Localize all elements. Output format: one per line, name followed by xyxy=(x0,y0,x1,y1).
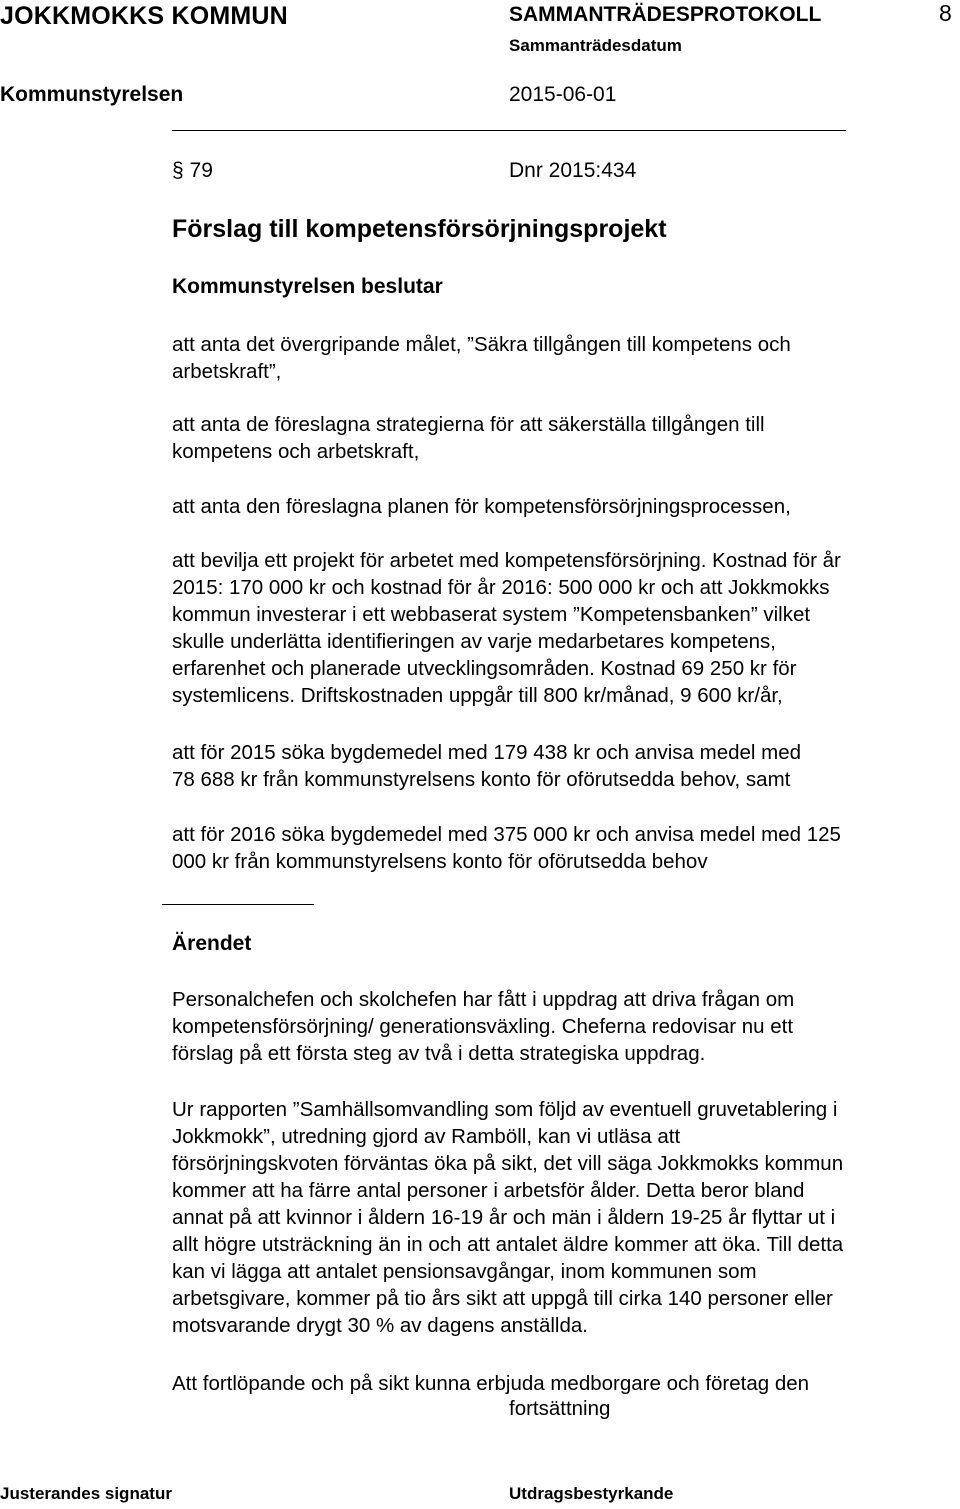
text-line: 000 kr från kommunstyrelsens konto för oförutsedda behov xyxy=(172,850,708,873)
meeting-date: 2015-06-01 xyxy=(509,83,617,106)
case-paragraph xyxy=(172,1370,932,1397)
text-line: Att fortlöpande och på sikt kunna erbjuda medborgare och företag den xyxy=(172,1372,810,1395)
text-line: kommer att ha färre antal personer i arbetsför ålder. Detta beror bland xyxy=(172,1179,805,1202)
text-line: förslag på ett första steg av två i detta strategiska uppdrag. xyxy=(172,1042,706,1065)
text-line: försörjningskvoten förväntas öka på sikt, det vill säga Jokkmokks kommun xyxy=(172,1152,844,1175)
decision-paragraph xyxy=(172,493,932,520)
text-line: arbetskraft”, xyxy=(172,360,282,383)
text-line: att för 2015 söka bygdemedel med 179 438 kr och anvisa medel med xyxy=(172,741,802,764)
text-line: systemlicens. Driftskostnaden uppgår till 800 kr/månad, 9 600 kr/år, xyxy=(172,684,783,707)
text-line: att bevilja ett projekt för arbetet med kompetensförsörjning. Kostnad för år xyxy=(172,549,841,572)
text-line: annat på att kvinnor i åldern 16-19 år och män i åldern 19-25 år flyttar ut i xyxy=(172,1206,836,1229)
text-line: kompetensförsörjning/ generationsväxling. Cheferna redovisar nu ett xyxy=(172,1015,794,1038)
text-line: skulle underlätta identifieringen av varje medarbetares kompetens, xyxy=(172,630,776,653)
text-line: Personalchefen och skolchefen har fått i uppdrag att driva frågan om xyxy=(172,988,795,1011)
paragraph-number-value: 79 xyxy=(189,159,213,182)
text-line: att anta det övergripande målet, ”Säkra tillgången till kompetens och xyxy=(172,333,791,356)
text-line: kommun investerar i ett webbaserat system ”Kompetensbanken” vilket xyxy=(172,603,811,626)
signature-label: Justerandes signatur xyxy=(0,1484,172,1503)
text-line: arbetsgivare, kommer på tio års sikt att uppgå till cirka 140 personer eller xyxy=(172,1287,833,1310)
meeting-date-label: Sammanträdesdatum xyxy=(509,36,682,55)
certification-label: Utdragsbestyrkande xyxy=(509,1484,674,1503)
section-divider xyxy=(162,904,314,905)
decision-paragraph xyxy=(172,739,932,793)
paragraph-number xyxy=(172,159,213,183)
decision-paragraph xyxy=(172,331,932,385)
header-divider xyxy=(172,130,846,131)
dnr-reference: Dnr 2015:434 xyxy=(509,159,637,182)
governing-body: Kommunstyrelsen xyxy=(0,83,184,106)
text-line: 78 688 kr från kommunstyrelsens konto för oförutsedda behov, samt xyxy=(172,768,791,791)
section-sign: § xyxy=(172,159,184,182)
text-line: Ur rapporten ”Samhällsomvandling som följd av eventuell gruvetablering i xyxy=(172,1098,838,1121)
text-line: att anta de föreslagna strategierna för att säkerställa tillgången till xyxy=(172,413,765,436)
text-line: allt högre utsträckning än in och att antalet äldre kommer att öka. Till detta xyxy=(172,1233,844,1256)
text-line: erfarenhet och planerade utvecklingsområden. Kostnad 69 250 kr för xyxy=(172,657,797,680)
decision-paragraph xyxy=(172,411,932,465)
case-paragraph xyxy=(172,1096,932,1339)
decision-heading: Kommunstyrelsen beslutar xyxy=(172,275,443,298)
text-line: 2015: 170 000 kr och kostnad för år 2016: 500 000 kr och att Jokkmokks xyxy=(172,576,830,599)
document-type: SAMMANTRÄDESPROTOKOLL xyxy=(509,3,822,26)
case-heading: Ärendet xyxy=(172,932,252,955)
text-line: motsvarande drygt 30 % av dagens anställda. xyxy=(172,1314,588,1337)
continuation-note: fortsättning xyxy=(509,1397,611,1420)
text-line: Jokkmokk”, utredning gjord av Ramböll, kan vi utläsa att xyxy=(172,1125,681,1148)
text-line: kan vi lägga att antalet pensionsavgångar, inom kommunen som xyxy=(172,1260,757,1283)
decision-paragraph xyxy=(172,821,932,875)
case-title: Förslag till kompetensförsörjningsprojekt xyxy=(172,215,667,243)
municipality-name: JOKKMOKKS KOMMUN xyxy=(0,2,288,30)
decision-paragraph xyxy=(172,547,932,709)
text-line: att för 2016 söka bygdemedel med 375 000 kr och anvisa medel med 125 xyxy=(172,823,841,846)
text-line: kompetens och arbetskraft, xyxy=(172,440,420,463)
page-number: 8 xyxy=(939,0,952,26)
text-line: att anta den föreslagna planen för kompetensförsörjningsprocessen, xyxy=(172,495,791,518)
case-paragraph xyxy=(172,986,932,1067)
